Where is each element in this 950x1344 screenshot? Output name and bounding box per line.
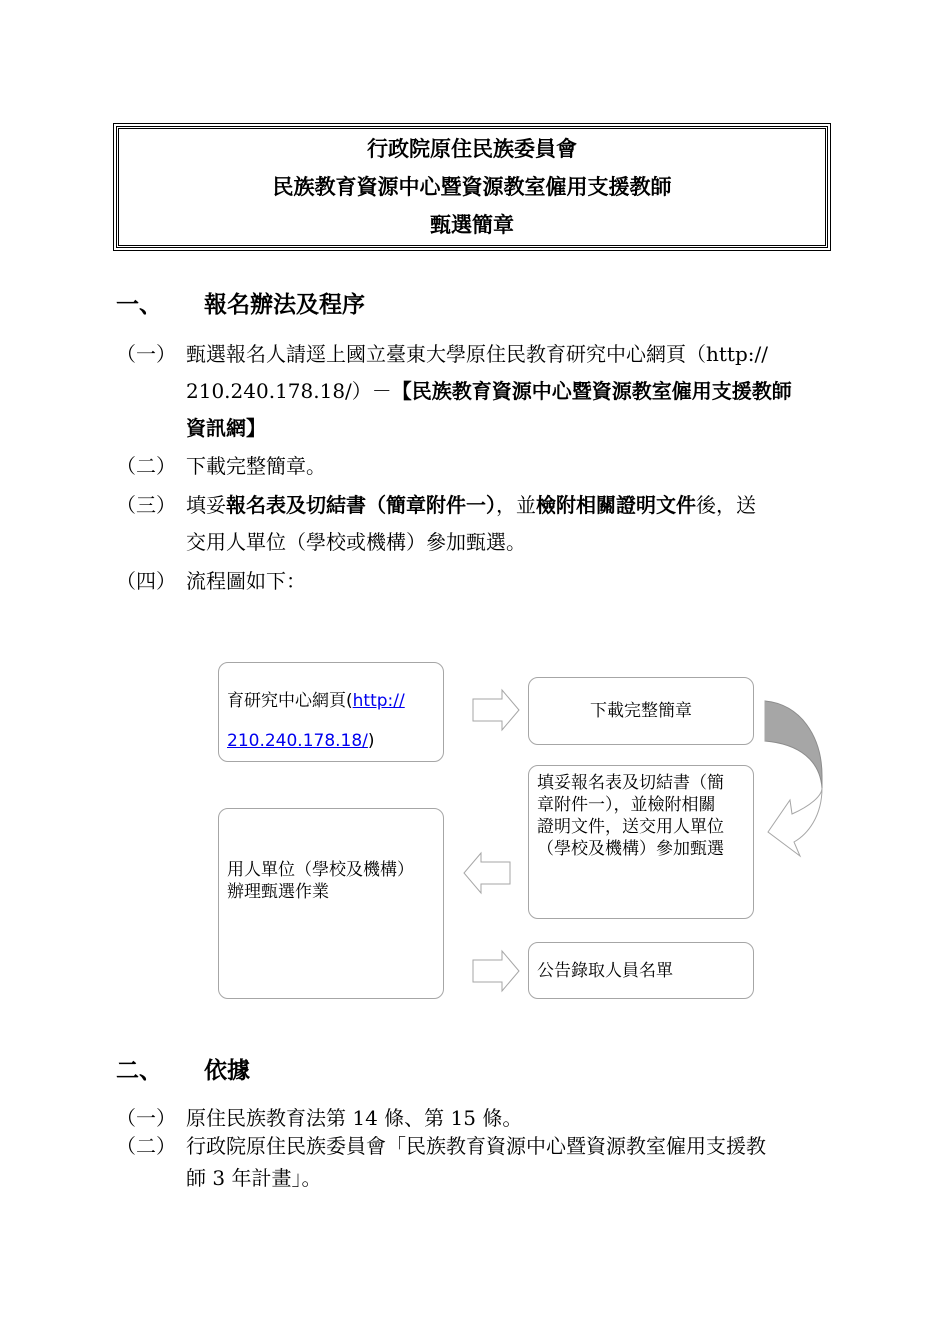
item-marker: （二）	[116, 1134, 176, 1158]
item-bold-text: 資訊網】	[186, 416, 266, 440]
flow-box-text: 辦理甄選作業	[227, 882, 329, 902]
item-text: 210.240.178.18/）－	[186, 379, 392, 403]
flow-box-text: 填妥報名表及切結書（簡	[537, 773, 724, 793]
flow-box-text: 證明文件，送交用人單位	[537, 817, 724, 837]
item-marker: （一）	[116, 342, 176, 366]
item-text: 甄選報名人請逕上國立臺東大學原住民教育研究中心網頁（http://	[186, 342, 768, 366]
item-text: 原住民族教育法第 14 條、第 15 條。	[186, 1106, 523, 1130]
curved-arrow-icon	[760, 696, 830, 872]
item-marker: （一）	[116, 1106, 176, 1130]
flow-box-text: )	[367, 731, 375, 751]
flow-box-text: 下載完整簡章	[590, 701, 692, 721]
item-bold-text: 報名表及切結書（簡章附件一）	[226, 493, 496, 517]
flow-box-text: 用人單位（學校及機構）	[227, 860, 414, 880]
list-item	[116, 336, 840, 447]
item-bold-text: 【民族教育資源中心暨資源教室僱用支援教師	[391, 379, 792, 403]
right-arrow-icon	[472, 950, 522, 992]
item-text: 下載完整簡章。	[186, 454, 326, 478]
list-item	[116, 1130, 840, 1194]
list-item	[116, 563, 840, 600]
section-1-number: 一、	[116, 291, 162, 318]
section-2-number: 二、	[116, 1057, 162, 1084]
item-text: 交用人單位（學校或機構）參加甄選。	[186, 530, 526, 554]
item-marker: （三）	[116, 493, 176, 517]
flow-box-website	[218, 662, 444, 762]
flow-box-announce	[528, 942, 754, 999]
left-arrow-icon	[462, 852, 512, 894]
item-text: ，並	[496, 493, 536, 517]
section-2-title: 依據	[204, 1057, 250, 1084]
website-link[interactable]: 210.240.178.18/	[227, 731, 368, 751]
item-text: 行政院原住民族委員會「民族教育資源中心暨資源教室僱用支援教	[186, 1134, 766, 1158]
flow-box-text: （學校及機構）參加甄選	[537, 839, 724, 859]
section-2-heading	[116, 1052, 250, 1085]
title-line-3: 甄選簡章	[430, 212, 514, 237]
flow-box-text: 育研究中心網頁(	[227, 691, 353, 711]
item-bold-text: 檢附相關證明文件	[536, 493, 696, 517]
section-1-heading	[116, 286, 365, 319]
flow-box-text: 章附件一），並檢附相關	[537, 795, 716, 815]
flow-box-download	[528, 677, 754, 745]
section-1-title: 報名辦法及程序	[204, 291, 365, 318]
item-marker: （四）	[116, 569, 176, 593]
flow-box-text: 公告錄取人員名單	[537, 960, 673, 981]
list-item	[116, 448, 840, 485]
flow-box-selection	[218, 808, 444, 999]
list-item	[116, 487, 840, 561]
item-text: 流程圖如下：	[186, 569, 306, 593]
website-link[interactable]: http://	[352, 691, 405, 711]
flow-box-submit	[528, 765, 754, 919]
item-text: 後，送	[696, 493, 756, 517]
title-line-2: 民族教育資源中心暨資源教室僱用支援教師	[272, 174, 672, 199]
title-box	[116, 126, 828, 248]
title-line-1: 行政院原住民族委員會	[367, 136, 577, 161]
item-text: 師 3 年計畫」。	[186, 1166, 322, 1190]
right-arrow-icon	[472, 689, 522, 731]
item-text: 填妥	[186, 493, 226, 517]
item-marker: （二）	[116, 454, 176, 478]
